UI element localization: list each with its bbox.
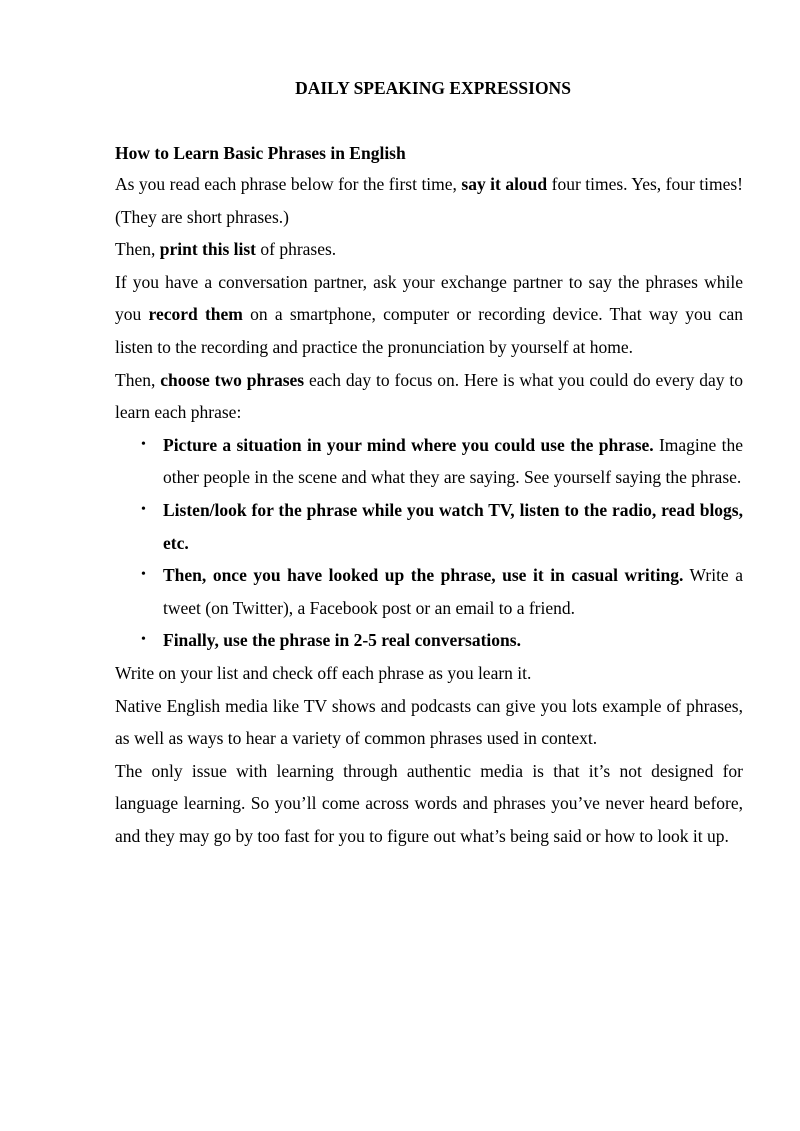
list-item-bold: Finally, use the phrase in 2-5 real conversations. bbox=[163, 630, 521, 651]
paragraph-text: of phrases. bbox=[256, 239, 337, 260]
paragraph-native-media: Native English media like TV shows and podcasts can give you lots example of phrases, as well as ways to hear a variety of common phrases used in context. bbox=[115, 695, 743, 749]
paragraph-print-list bbox=[115, 233, 743, 266]
emphasis-text: record them bbox=[148, 304, 243, 325]
paragraph-text: Then, bbox=[115, 239, 160, 260]
paragraph-text: As you read each phrase below for the first time, bbox=[115, 174, 462, 194]
paragraph-check-off: Write on your list and check off each phrase as you learn it. bbox=[115, 662, 532, 683]
list-item-bold: Picture a situation in your mind where you could use the phrase. bbox=[163, 434, 654, 455]
bullet-icon: • bbox=[141, 501, 146, 517]
section-heading: How to Learn Basic Phrases in English bbox=[115, 143, 406, 163]
paragraph-authentic-media: The only issue with learning through authentic media is that it’s not designed for language learning. So you’ll come across words and phrases you’ve never heard before, and they may go by too fast for you to figure out what’s being said or how to look it up. bbox=[115, 760, 743, 846]
paragraph-record bbox=[115, 266, 743, 364]
paragraph-text: If you have a conversation partner, ask your exchange partner to say the phrases while you bbox=[115, 271, 743, 325]
list-item bbox=[141, 429, 743, 494]
emphasis-text: say it aloud bbox=[461, 174, 548, 194]
paragraph-say-aloud bbox=[115, 168, 743, 233]
list-item-bold: Listen/look for the phrase while you watch TV, listen to the radio, read blogs, etc. bbox=[163, 499, 743, 553]
paragraph-text: four times. Yes, four times! (They are short phrases.) bbox=[115, 174, 744, 227]
paragraph-choose-phrases bbox=[115, 364, 743, 429]
emphasis-text: print this list bbox=[159, 239, 256, 260]
list-item-text: Write a tweet (on Twitter), a Facebook post or an email to a friend. bbox=[163, 565, 743, 618]
paragraph-text: Then, bbox=[115, 369, 161, 390]
bullet-list bbox=[115, 429, 743, 657]
document-title: DAILY SPEAKING EXPRESSIONS bbox=[295, 78, 571, 98]
paragraph-text: each day to focus on. Here is what you could do every day to learn each phrase: bbox=[115, 369, 743, 423]
list-item bbox=[141, 624, 743, 657]
list-item-text: Imagine the other people in the scene and what they are saying. See yourself saying the phrase. bbox=[163, 434, 743, 488]
bullet-icon: • bbox=[141, 567, 146, 583]
document-body bbox=[115, 74, 743, 852]
list-item bbox=[141, 559, 743, 624]
list-item bbox=[141, 494, 743, 559]
bullet-icon: • bbox=[141, 436, 146, 452]
paragraph-text: on a smartphone, computer or recording device. That way you can listen to the recording and practice the pronunciation by yourself at home. bbox=[115, 304, 743, 357]
emphasis-text: choose two phrases bbox=[160, 369, 305, 390]
list-item-bold: Then, once you have looked up the phrase, use it in casual writing. bbox=[163, 565, 684, 586]
bullet-icon: • bbox=[141, 632, 146, 648]
